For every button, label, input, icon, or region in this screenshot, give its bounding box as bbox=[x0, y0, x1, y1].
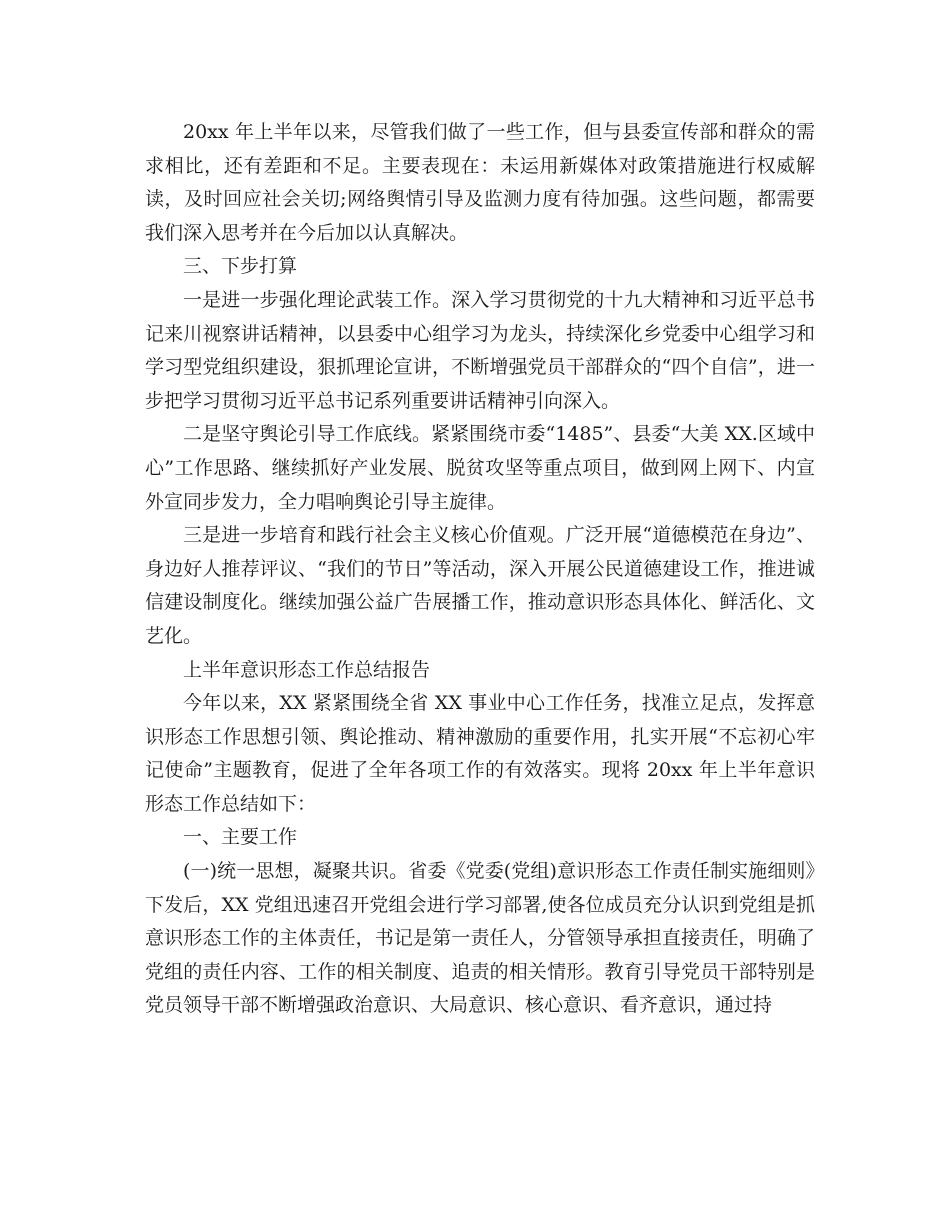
paragraph-plan-public-opinion: 二是坚守舆论引导工作底线。紧紧围绕市委“1485”、县委“大美 XX.区域中心”工作思路、继续抓好产业发展、脱贫攻坚等重点项目，做到网上网下、内宣外宣同步发力，全力唱响舆论引导主旋律。 bbox=[145, 423, 815, 513]
paragraph-shortcomings: 20xx 年上半年以来，尽管我们做了一些工作，但与县委宣传部和群众的需求相比，还有差距和不足。主要表现在：未运用新媒体对政策措施进行权威解读，及时回应社会关切;网络舆情引导及监测力度有待加强。这些问题，都需要我们深入思考并在今后加以认真解决。 bbox=[145, 121, 815, 244]
heading-report-title: 上半年意识形态工作总结报告 bbox=[183, 658, 431, 681]
paragraph-report-intro: 今年以来，XX 紧紧围绕全省 XX 事业中心工作任务，找准立足点，发挥意识形态工作思想引领、舆论推动、精神激励的重要作用，扎实开展“不忘初心牢记使命”主题教育，促进了全年各项工作的有效落实。现将 20xx 年上半年意识形态工作总结如下： bbox=[145, 692, 815, 815]
document-body bbox=[145, 116, 815, 1023]
paragraph-plan-theory: 一是进一步强化理论武装工作。深入学习贯彻党的十九大精神和习近平总书记来川视察讲话精神，以县委中心组学习为龙头，持续深化乡党委中心组学习和学习型党组织建设，狠抓理论宣讲，不断增强党员干部群众的“四个自信”，进一步把学习贯彻习近平总书记系列重要讲话精神引向深入。 bbox=[145, 288, 815, 412]
paragraph-unify-thinking: (一)统一思想，凝聚共识。省委《党委(党组)意识形态工作责任制实施细则》下发后，XX 党组迅速召开党组会进行学习部署,使各位成员充分认识到党组是抓意识形态工作的主体责任，书记是第一责任人，分管领导承担直接责任，明确了党组的责任内容、工作的相关制度、追责的相关情形。教育引导党员干部特别是党员领导干部不断增强政治意识、大局意识、核心意识、看齐意识，通过持 bbox=[145, 860, 815, 1017]
heading-next-plans: 三、下步打算 bbox=[183, 255, 298, 278]
paragraph-plan-core-values: 三是进一步培育和践行社会主义核心价值观。广泛开展“道德模范在身边”、身边好人推荐评议、“我们的节日”等活动，深入开展公民道德建设工作，推进诚信建设制度化。继续加强公益广告展播工作，推动意识形态具体化、鲜活化、文艺化。 bbox=[145, 524, 815, 647]
heading-main-work: 一、主要工作 bbox=[183, 826, 298, 849]
